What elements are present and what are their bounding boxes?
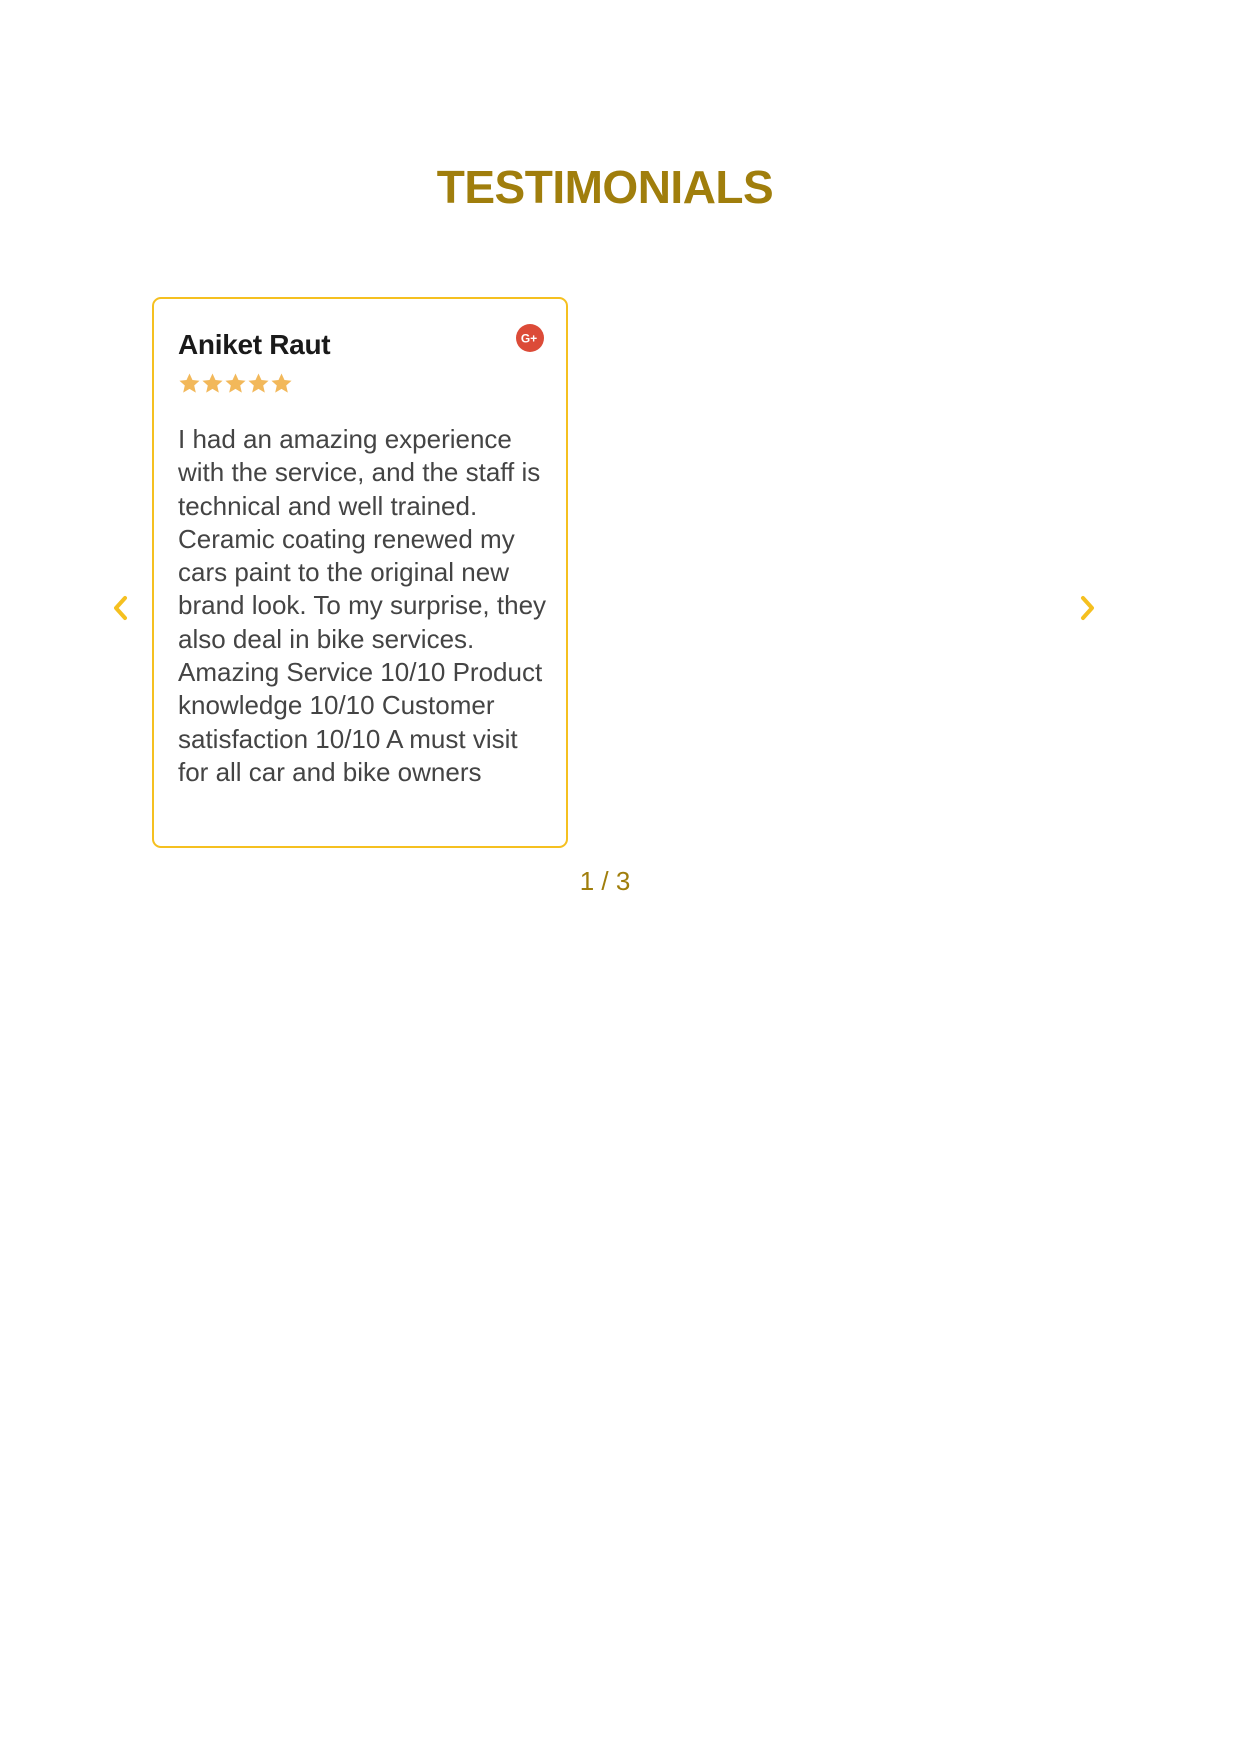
svg-text:G+: G+	[520, 331, 538, 346]
reviewer-name: Aniket Raut	[178, 329, 331, 360]
carousel-pager: 1 / 3	[579, 866, 631, 896]
carousel-prev-button[interactable]	[106, 588, 136, 628]
star-icon	[178, 372, 201, 395]
section-title: TESTIMONIALS	[436, 161, 774, 213]
review-text: I had an amazing experience with the service, and the staff is technical and well trained. Ceramic coating renewed my cars paint to the original new brand look. To my surprise, they also deal in bike services. Amazing Service 10/10 Product knowledge 10/10 Customer satisfaction 10/10 A must visit for all car and bike owners	[178, 424, 547, 787]
chevron-left-icon	[106, 588, 136, 628]
star-rating	[178, 372, 293, 395]
testimonial-card	[152, 297, 568, 848]
chevron-right-icon	[1072, 588, 1102, 628]
star-icon	[201, 372, 224, 395]
star-icon	[270, 372, 293, 395]
star-icon	[224, 372, 247, 395]
star-icon	[247, 372, 270, 395]
google-plus-icon	[516, 324, 544, 352]
carousel-next-button[interactable]	[1072, 588, 1102, 628]
